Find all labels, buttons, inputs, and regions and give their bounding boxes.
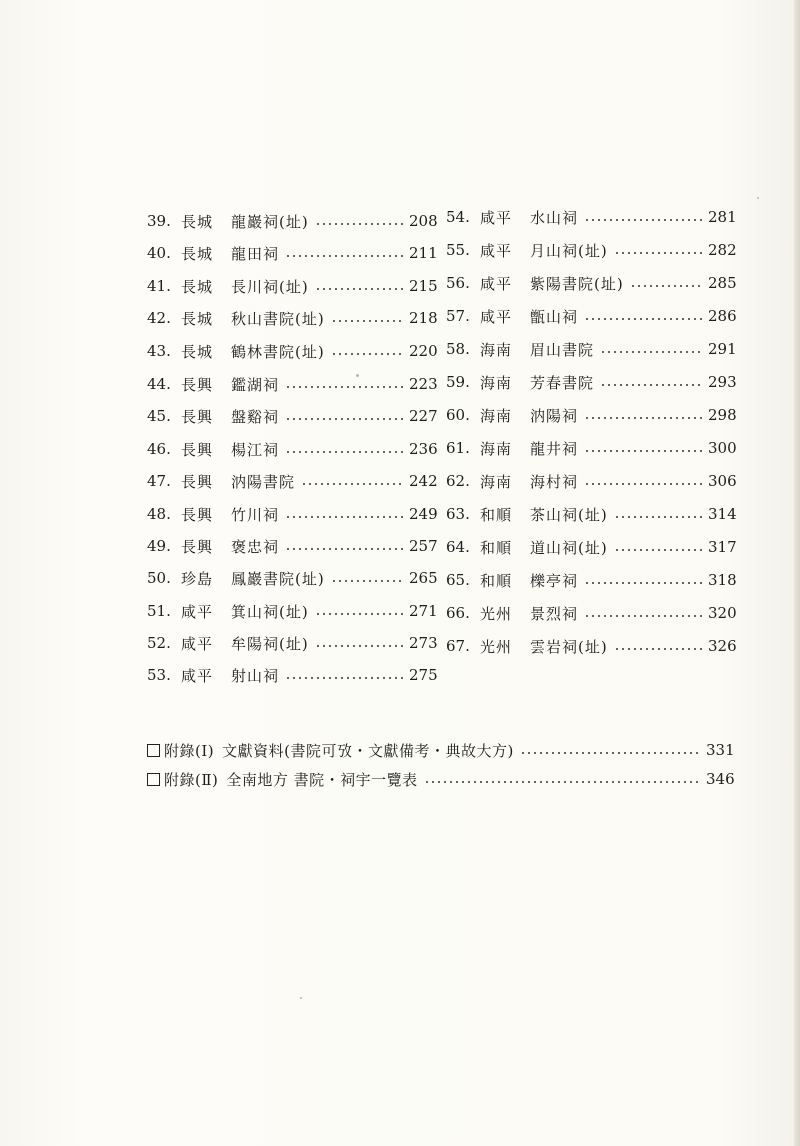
entry-page: 271 [409, 602, 438, 620]
entry-title: 鑑湖祠 [231, 375, 280, 394]
leader-dots [285, 418, 403, 420]
toc-entry[interactable] [147, 663, 437, 687]
entry-region: 和順 [480, 538, 513, 557]
entry-number: 39. [147, 212, 171, 230]
entry-number: 60. [446, 406, 470, 424]
entry-region: 咸平 [480, 208, 513, 227]
entry-number: 66. [446, 604, 470, 622]
entry-number: 56. [446, 274, 470, 292]
appendix-page: 346 [706, 770, 735, 788]
entry-page: 282 [708, 241, 737, 259]
entry-page: 257 [409, 537, 438, 555]
entry-title: 盤谿祠 [231, 407, 280, 426]
leader-dots [301, 483, 403, 485]
entry-region: 咸平 [181, 634, 214, 653]
entry-page: 326 [708, 637, 737, 655]
appendix-label: 附錄(Ⅱ) [164, 770, 219, 789]
entry-page: 320 [708, 604, 737, 622]
entry-number: 57. [446, 307, 470, 325]
entry-number: 41. [147, 277, 171, 295]
appendix-label: 附錄(Ⅰ) [164, 741, 215, 760]
entry-page: 242 [409, 472, 438, 490]
leader-dots [614, 648, 702, 650]
entry-title: 竹川祠 [231, 505, 280, 524]
toc-entry[interactable] [446, 436, 736, 460]
toc-entry[interactable] [147, 274, 437, 298]
toc-entry[interactable] [446, 337, 736, 361]
entry-region: 長興 [181, 440, 214, 459]
entry-number: 44. [147, 375, 171, 393]
entry-page: 314 [708, 505, 737, 523]
entry-region: 長城 [181, 342, 214, 361]
leader-dots [584, 582, 702, 584]
checkbox-square-icon [147, 773, 160, 786]
entry-title: 龍巖祠(址) [231, 212, 309, 231]
entry-title: 長川祠(址) [231, 277, 309, 296]
entry-number: 58. [446, 340, 470, 358]
entry-title: 楊江祠 [231, 440, 280, 459]
entry-page: 265 [409, 569, 438, 587]
entry-number: 63. [446, 505, 470, 523]
entry-region: 長城 [181, 212, 214, 231]
leader-dots [331, 353, 403, 355]
toc-entry[interactable] [147, 372, 437, 396]
entry-number: 48. [147, 505, 171, 523]
toc-entry[interactable] [147, 469, 437, 493]
entry-page: 275 [409, 666, 438, 684]
entry-title: 牟陽祠(址) [231, 634, 309, 653]
entry-title: 水山祠 [530, 208, 579, 227]
entry-region: 咸平 [480, 241, 513, 260]
entry-region: 長城 [181, 277, 214, 296]
toc-entry[interactable] [147, 241, 437, 265]
leader-dots [520, 752, 700, 754]
entry-number: 59. [446, 373, 470, 391]
entry-region: 長興 [181, 537, 214, 556]
toc-entry[interactable] [446, 304, 736, 328]
entry-title: 景烈祠 [530, 604, 579, 623]
entry-title: 甑山祠 [530, 307, 579, 326]
entry-number: 55. [446, 241, 470, 259]
toc-entry[interactable] [446, 469, 736, 493]
leader-dots [315, 223, 403, 225]
entry-number: 45. [147, 407, 171, 425]
entry-page: 218 [409, 309, 438, 327]
appendix-entry[interactable] [147, 767, 734, 791]
leader-dots [285, 451, 403, 453]
entry-page: 220 [409, 342, 438, 360]
entry-page: 291 [708, 340, 737, 358]
entry-title: 月山祠(址) [530, 241, 608, 260]
entry-page: 317 [708, 538, 737, 556]
entry-page: 223 [409, 375, 438, 393]
leader-dots [315, 613, 403, 615]
toc-entry[interactable] [446, 568, 736, 592]
entry-page: 300 [708, 439, 737, 457]
entry-region: 海南 [480, 472, 513, 491]
entry-title: 芳春書院 [530, 373, 595, 392]
entry-title: 龍井祠 [530, 439, 579, 458]
leader-dots [584, 318, 702, 320]
entry-region: 海南 [480, 373, 513, 392]
leader-dots [614, 252, 702, 254]
leader-dots [614, 516, 702, 518]
leader-dots [285, 548, 403, 550]
appendix-title: 全南地方 書院・祠宇一覽表 [226, 770, 418, 789]
leader-dots [331, 320, 403, 322]
toc-entry[interactable] [446, 535, 736, 559]
entry-number: 42. [147, 309, 171, 327]
entry-title: 鶴林書院(址) [231, 342, 325, 361]
toc-entry[interactable] [147, 404, 437, 428]
entry-page: 273 [409, 634, 438, 652]
entry-page: 211 [409, 244, 438, 262]
leader-dots [315, 645, 403, 647]
entry-region: 咸平 [181, 666, 214, 685]
entry-region: 光州 [480, 604, 513, 623]
entry-number: 51. [147, 602, 171, 620]
entry-title: 汭陽書院 [231, 472, 296, 491]
entry-number: 65. [446, 571, 470, 589]
leader-dots [600, 384, 702, 386]
entry-number: 67. [446, 637, 470, 655]
entry-title: 秋山書院(址) [231, 309, 325, 328]
entry-region: 長興 [181, 407, 214, 426]
entry-number: 53. [147, 666, 171, 684]
entry-number: 62. [446, 472, 470, 490]
toc-entry[interactable] [446, 271, 736, 295]
entry-title: 茶山祠(址) [530, 505, 608, 524]
entry-title: 龍田祠 [231, 244, 280, 263]
leader-dots [424, 781, 700, 783]
toc-entry[interactable] [147, 437, 437, 461]
entry-number: 50. [147, 569, 171, 587]
entry-region: 長興 [181, 472, 214, 491]
entry-region: 咸平 [480, 307, 513, 326]
leader-dots [285, 386, 403, 388]
entry-region: 海南 [480, 439, 513, 458]
entry-number: 46. [147, 440, 171, 458]
leader-dots [584, 219, 702, 221]
toc-entry[interactable] [446, 238, 736, 262]
entry-title: 鳳巖書院(址) [231, 569, 325, 588]
entry-title: 櫟亭祠 [530, 571, 579, 590]
entry-title: 箕山祠(址) [231, 602, 309, 621]
leader-dots [600, 351, 702, 353]
entry-page: 286 [708, 307, 737, 325]
toc-entry[interactable] [147, 599, 437, 623]
entry-page: 298 [708, 406, 737, 424]
entry-page: 249 [409, 505, 438, 523]
toc-entry[interactable] [446, 502, 736, 526]
entry-region: 咸平 [480, 274, 513, 293]
entry-region: 光州 [480, 637, 513, 656]
toc-entry[interactable] [446, 634, 736, 658]
entry-number: 61. [446, 439, 470, 457]
entry-region: 咸平 [181, 602, 214, 621]
entry-page: 208 [409, 212, 438, 230]
toc-entry[interactable] [446, 205, 736, 229]
entry-region: 長城 [181, 309, 214, 328]
leader-dots [285, 255, 403, 257]
leader-dots [614, 549, 702, 551]
toc-entry[interactable] [147, 631, 437, 655]
entry-number: 43. [147, 342, 171, 360]
entry-page: 293 [708, 373, 737, 391]
entry-region: 海南 [480, 406, 513, 425]
appendix-page: 331 [706, 741, 735, 759]
toc-entry[interactable] [147, 339, 437, 363]
entry-page: 227 [409, 407, 438, 425]
toc-entry[interactable] [147, 209, 437, 233]
entry-region: 長興 [181, 505, 214, 524]
entry-region: 長興 [181, 375, 214, 394]
entry-number: 47. [147, 472, 171, 490]
toc-entry[interactable] [446, 403, 736, 427]
appendix-title: 文獻資料(書院可攷・文獻備考・典故大方) [222, 741, 514, 760]
toc-entry[interactable] [147, 502, 437, 526]
entry-region: 和順 [480, 571, 513, 590]
entry-number: 52. [147, 634, 171, 652]
entry-region: 珍島 [181, 569, 214, 588]
entry-region: 和順 [480, 505, 513, 524]
leader-dots [584, 615, 702, 617]
toc-entry[interactable] [147, 534, 437, 558]
leader-dots [584, 483, 702, 485]
leader-dots [584, 417, 702, 419]
entry-page: 285 [708, 274, 737, 292]
entry-title: 汭陽祠 [530, 406, 579, 425]
leader-dots [331, 580, 403, 582]
page-edge [794, 0, 800, 1146]
appendix-entry[interactable] [147, 738, 734, 762]
entry-title: 紫陽書院(址) [530, 274, 624, 293]
entry-title: 海村祠 [530, 472, 579, 491]
leader-dots [285, 516, 403, 518]
leader-dots [315, 288, 403, 290]
entry-title: 雲岩祠(址) [530, 637, 608, 656]
entry-page: 215 [409, 277, 438, 295]
entry-page: 306 [708, 472, 737, 490]
entry-region: 長城 [181, 244, 214, 263]
toc-entry[interactable] [147, 306, 437, 330]
entry-page: 281 [708, 208, 737, 226]
entry-title: 道山祠(址) [530, 538, 608, 557]
entry-number: 40. [147, 244, 171, 262]
leader-dots [285, 677, 403, 679]
entry-number: 64. [446, 538, 470, 556]
toc-entry[interactable] [446, 370, 736, 394]
entry-title: 褒忠祠 [231, 537, 280, 556]
leader-dots [630, 285, 702, 287]
entry-number: 54. [446, 208, 470, 226]
entry-number: 49. [147, 537, 171, 555]
entry-page: 318 [708, 571, 737, 589]
paper-speck [757, 197, 759, 199]
entry-title: 射山祠 [231, 666, 280, 685]
entry-page: 236 [409, 440, 438, 458]
toc-entry[interactable] [446, 601, 736, 625]
entry-title: 眉山書院 [530, 340, 595, 359]
leader-dots [584, 450, 702, 452]
paper-speck [300, 997, 302, 999]
entry-region: 海南 [480, 340, 513, 359]
checkbox-square-icon [147, 744, 160, 757]
toc-entry[interactable] [147, 566, 437, 590]
